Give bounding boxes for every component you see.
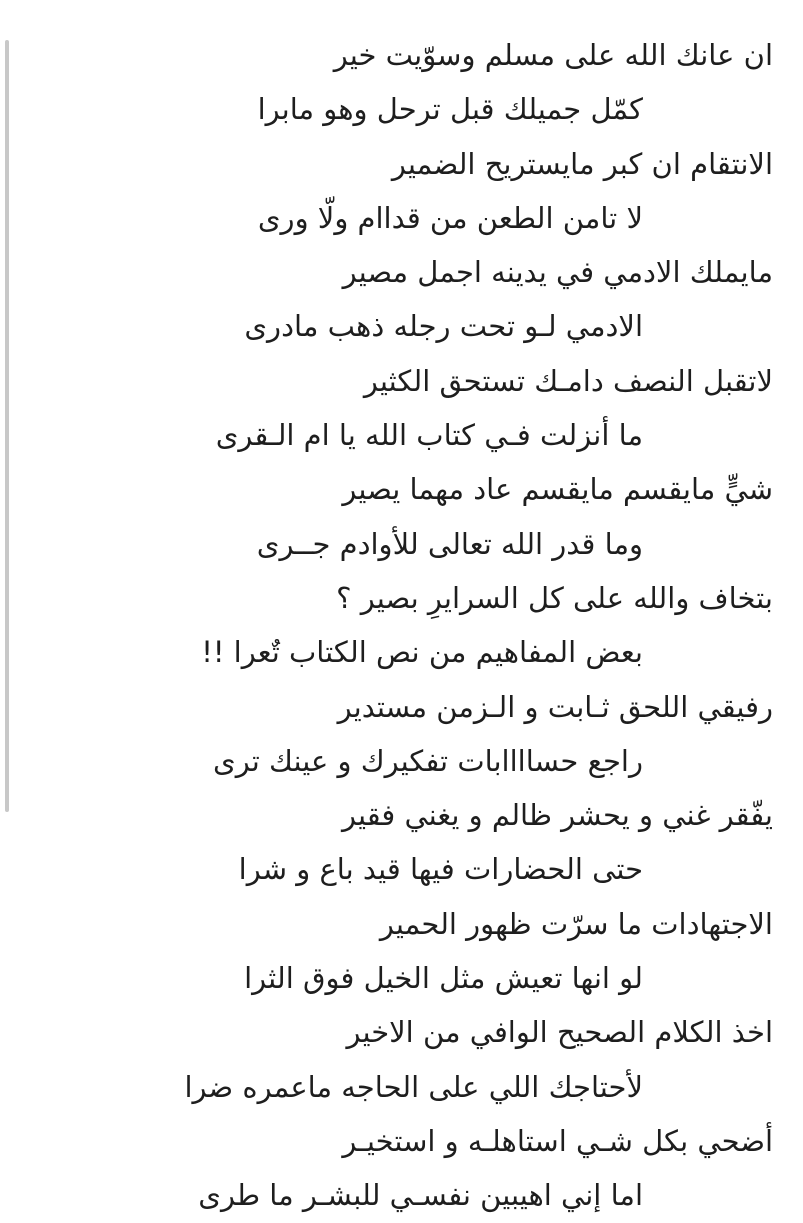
- poem-line-8: ما أنزلت فـي كتاب الله يا ام الـقرى: [215, 418, 643, 453]
- poem-line-18: لو انها تعيش مثل الخيل فوق الثرا: [244, 961, 643, 996]
- poem-text: [0, 28, 803, 1223]
- poem-line-17: الاجتهادات ما سرّت ظهور الحمير: [379, 906, 773, 941]
- poem-line-2: كمّل جميلك قبل ترحل وهو مابرا: [257, 92, 643, 127]
- poem-line-12: بعض المفاهيم من نص الكتاب تٌعرا !!: [201, 635, 643, 670]
- poem-line-7: لاتقبل النصف دامـك تستحق الكثير: [363, 363, 773, 398]
- poem-line-13: رفيقي اللحق ثـابت و الـزمن مستدير: [337, 689, 773, 724]
- poem-line-5: مايملك الادمي في يدينه اجمل مصير: [342, 255, 773, 290]
- poem-line-15: يفّقر غني و يحشر ظالم و يغني فقير: [341, 798, 773, 833]
- poem-line-16: حتى الحضارات فيها قيد باع و شرا: [238, 852, 643, 887]
- poem-line-4: لا تامن الطعن من قداام ولّا ورى: [257, 200, 643, 235]
- poem-line-19: اخذ الكلام الصحيح الوافي من الاخير: [346, 1015, 773, 1050]
- poem-line-20: لأحتاجك اللي على الحاجه ماعمره ضرا: [184, 1069, 643, 1104]
- poem-line-3: الانتقام ان كبر مايستريح الضمير: [391, 146, 773, 181]
- poem-line-1: ان عانك الله على مسلم وسوّيت خير: [333, 38, 773, 72]
- poem-line-6: الادمي لـو تحت رجله ذهب مادرى: [244, 309, 643, 344]
- poem-line-11: بتخاف والله على كل السرايرِ بصير ؟: [336, 580, 773, 615]
- poem-line-22: اما إني اهيبين نفسـي للبشـر ما طرى: [198, 1178, 643, 1213]
- poem-line-9: شيٍّ مايقسم مايقسم عاد مهما يصير: [342, 472, 773, 507]
- poem-line-21: أضحي بكل شـي استاهلـه و استخيـر: [342, 1123, 773, 1158]
- poem-line-10: وما قدر الله تعالى للأوادم جــرى: [256, 526, 643, 561]
- poem-line-14: راجع حساااابات تفكيرك و عينك ترى: [213, 743, 643, 778]
